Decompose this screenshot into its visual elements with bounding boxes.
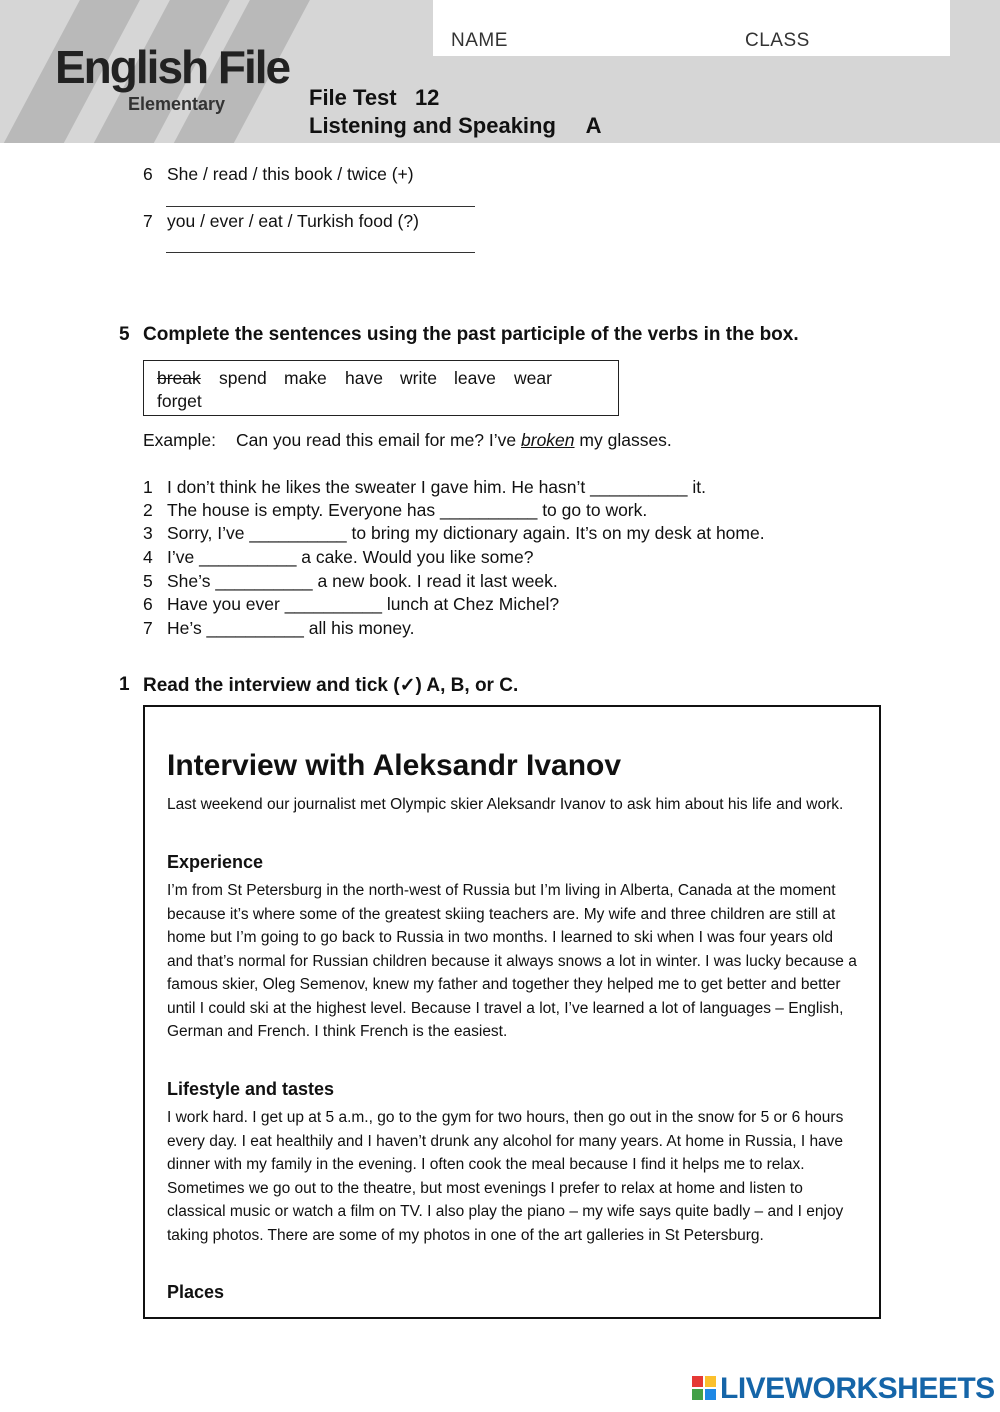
item-number: 7 <box>143 618 153 638</box>
example-after: my glasses. <box>579 430 672 450</box>
item-number: 7 <box>143 211 153 231</box>
prompt-text: you / ever / eat / Turkish food (?) <box>167 211 419 231</box>
word: make <box>284 368 327 388</box>
item-number: 1 <box>143 477 153 497</box>
answer-line[interactable] <box>166 252 475 253</box>
gap-sentence[interactable]: She’s __________ a new book. I read it last week. <box>167 571 558 591</box>
word: forget <box>157 391 202 411</box>
word-box <box>143 360 619 416</box>
word: leave <box>454 368 496 388</box>
section-number: 5 <box>119 324 130 345</box>
gap-sentence[interactable]: The house is empty. Everyone has __________ to go to work. <box>167 500 648 520</box>
word: have <box>345 368 383 388</box>
word: spend <box>219 368 267 388</box>
item-number: 5 <box>143 571 153 591</box>
liveworksheets-brand <box>720 1372 995 1406</box>
section-number: 1 <box>119 674 130 695</box>
experience-heading: Experience <box>167 852 264 872</box>
item-number: 6 <box>143 164 153 184</box>
answer-line[interactable] <box>166 206 475 207</box>
item-number: 2 <box>143 500 153 520</box>
experience-text: I’m from St Petersburg in the north-west of Russia but I’m living in Alberta, Canada at the moment because it’s where some of the greatest skiing teachers are. My wife and three children are still at home but I’m going to go back to Russia in two months. I learned to ski when I was four years old and that’s normal for Russian children because it always snows a lot in winter. I was lucky because a famous skier, Oleg Semenov, knew my father and together they helped me to get better and better until I could ski at the highest level. Because I travel a lot, I’ve learned a lot of languages – English, German and French. I think French is the easiest. <box>167 882 857 1040</box>
name-label: NAME <box>451 30 508 51</box>
name-class-box <box>433 0 950 56</box>
example-before: Can you read this email for me? I’ve <box>236 430 517 450</box>
interview-intro: Last weekend our journalist met Olympic skier Aleksandr Ivanov to ask him about his life and work. <box>167 796 844 813</box>
item-number: 6 <box>143 594 153 614</box>
example-sentence <box>236 430 672 451</box>
example-answer: broken <box>521 430 575 450</box>
test-title: File Test 12 <box>309 85 440 110</box>
class-label: CLASS <box>745 30 810 51</box>
gap-sentence[interactable]: He’s __________ all his money. <box>167 618 415 638</box>
prompt-text: She / read / this book / twice (+) <box>167 164 414 184</box>
places-heading: Places <box>167 1282 225 1302</box>
interview-title: Interview with Aleksandr Ivanov <box>167 749 622 782</box>
word-crossed: break <box>157 368 201 388</box>
word: write <box>400 368 437 388</box>
gap-sentence[interactable]: I’ve __________ a cake. Would you like some? <box>167 547 534 567</box>
example-label: Example: <box>143 430 216 450</box>
section-instruction: Read the interview and tick (✓) A, B, or C. <box>143 675 519 696</box>
page-header <box>0 0 1000 143</box>
lifestyle-text: I work hard. I get up at 5 a.m., go to the gym for two hours, then go out in the snow for 5 or 6 hours every day. I eat healthily and I haven’t drunk any alcohol for many years. At home in Russia, I have dinner with my family in the evening. I often cook the meal because I find it helps me to relax. Sometimes we go out to the theatre, but most evenings I prefer to relax at home and listen to classical music or watch a film on TV. I also play the piano – my wife says quite badly – and I enjoy taking photos. There are some of my photos in one of the art galleries in St Petersburg. <box>167 1109 844 1244</box>
gap-sentence[interactable]: Have you ever __________ lunch at Chez Michel? <box>167 594 560 614</box>
test-subtitle: Listening and Speaking A <box>309 113 602 138</box>
item-number: 4 <box>143 547 153 567</box>
lifestyle-heading: Lifestyle and tastes <box>167 1079 335 1099</box>
interview-panel <box>143 705 881 1319</box>
logo-subtitle: Elementary <box>128 94 226 114</box>
item-number: 3 <box>143 523 153 543</box>
section-instruction: Complete the sentences using the past participle of the verbs in the box. <box>143 324 799 345</box>
word: wear <box>514 368 552 388</box>
liveworksheets-logo-icon <box>692 1376 716 1400</box>
gap-sentence[interactable]: Sorry, I’ve __________ to bring my dictionary again. It’s on my desk at home. <box>167 523 765 543</box>
logo-title: English File <box>55 41 290 93</box>
gap-sentence[interactable]: I don’t think he likes the sweater I gave him. He hasn’t __________ it. <box>167 477 706 497</box>
brand-text: LIVEWORKSHEETS <box>720 1372 995 1405</box>
